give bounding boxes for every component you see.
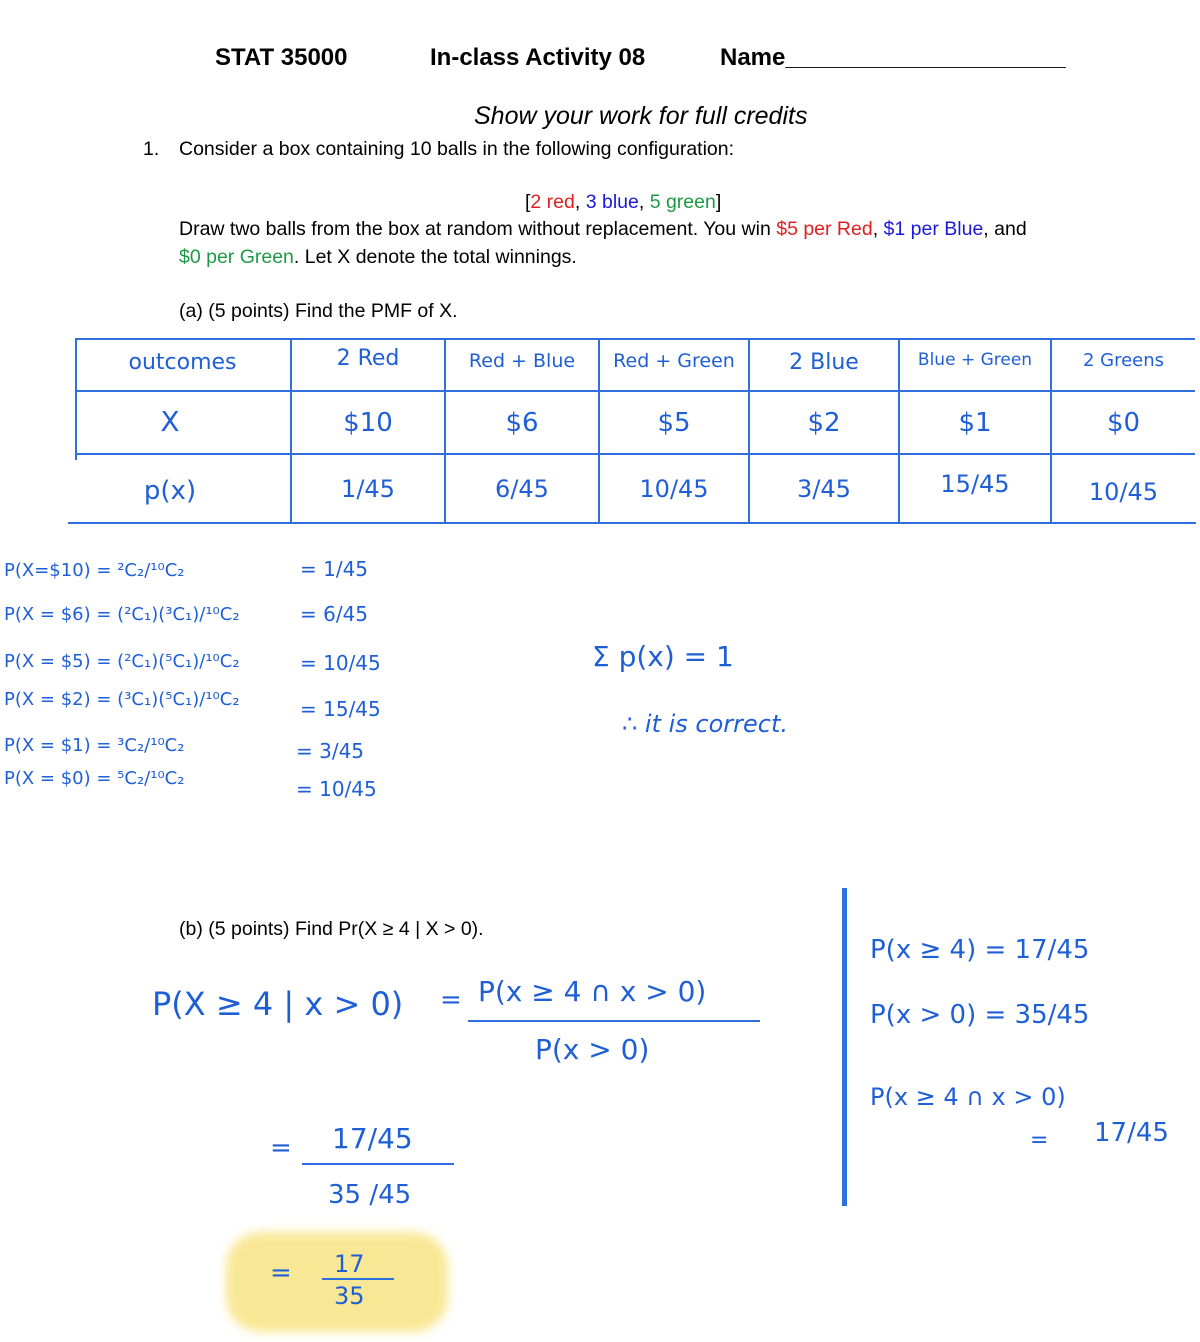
rules-text-a: Draw two balls from the box at random without replacement. You win xyxy=(179,218,777,240)
question-intro: Consider a box containing 10 balls in the following configuration: xyxy=(179,138,735,160)
sum-check: Σ p(x) = 1 xyxy=(592,640,734,673)
probability-cell: 1/45 xyxy=(341,475,395,503)
work-a-result: = 10/45 xyxy=(300,651,381,675)
name-field: Name_____________________ xyxy=(720,44,1066,71)
row-label-x: X xyxy=(160,405,180,438)
rules-blue: $1 per Blue xyxy=(883,218,984,240)
part-a-prompt: (a) (5 points) Find the PMF of X. xyxy=(179,300,458,322)
table-rule-1 xyxy=(75,390,1195,392)
work-a-line: P(X = $5) = (²C₁)(⁵C₁)/¹⁰C₂ xyxy=(4,651,240,672)
x-value-cell: $10 xyxy=(343,408,393,438)
equals-sign: = xyxy=(440,985,462,1015)
outcome-cell: Blue + Green xyxy=(917,350,1033,370)
work-a-result: = 6/45 xyxy=(300,602,369,626)
fraction-bar xyxy=(468,1020,760,1022)
table-rule-2 xyxy=(75,453,1195,455)
conditional-probability-lhs: P(X ≥ 4 | x > 0) xyxy=(152,985,404,1023)
config-blue: 3 blue xyxy=(585,191,639,213)
outcome-cell: 2 Red xyxy=(336,346,400,371)
probability-cell: 10/45 xyxy=(639,475,709,503)
x-value-cell: $6 xyxy=(505,408,539,438)
rules-line-2 xyxy=(179,246,577,269)
outcome-cell: 2 Greens xyxy=(1082,350,1165,371)
probability-cell: 3/45 xyxy=(797,475,851,503)
side-work-line-3: P(x ≥ 4 ∩ x > 0) xyxy=(870,1083,1066,1111)
side-work-divider xyxy=(842,888,847,1206)
probability-cell: 6/45 xyxy=(495,475,549,503)
work-a-line: P(X = $6) = (²C₁)(³C₁)/¹⁰C₂ xyxy=(4,604,240,625)
subtitle: Show your work for full credits xyxy=(474,102,808,130)
work-a-result: = 10/45 xyxy=(296,777,377,801)
config-red: 2 red xyxy=(530,191,575,213)
outcome-cell: 2 Blue xyxy=(789,350,859,375)
final-answer-denominator: 35 xyxy=(334,1282,365,1310)
config-green: 5 green xyxy=(649,191,716,213)
config-close: ] xyxy=(715,191,722,213)
row-label-px: p(x) xyxy=(143,476,197,506)
side-work-line-2: P(x > 0) = 35/45 xyxy=(870,1000,1090,1030)
rules-text-c: , and xyxy=(983,218,1027,240)
probability-cell: 15/45 xyxy=(940,470,1010,498)
course-title: STAT 35000 xyxy=(215,44,348,71)
ball-configuration xyxy=(525,191,721,214)
table-bottom-rule xyxy=(68,522,1196,524)
activity-title: In-class Activity 08 xyxy=(430,44,646,71)
work-a-line: P(X = $1) = ³C₂/¹⁰C₂ xyxy=(4,735,185,756)
sum-conclusion: ∴ it is correct. xyxy=(622,710,789,738)
final-answer-fraction-bar xyxy=(322,1278,394,1280)
config-sep2: , xyxy=(638,191,650,213)
rules-text-rest: . Let X denote the total winnings. xyxy=(293,246,577,268)
side-work-line-1: P(x ≥ 4) = 17/45 xyxy=(870,935,1090,965)
final-answer-numerator: 17 xyxy=(334,1250,365,1278)
work-a-line: P(X = $0) = ⁵C₂/¹⁰C₂ xyxy=(4,768,185,789)
fraction-denominator: P(x > 0) xyxy=(535,1033,650,1066)
x-value-cell: $1 xyxy=(958,408,992,438)
outcome-cell: Red + Blue xyxy=(468,350,576,372)
step-2-fraction-bar xyxy=(302,1163,454,1165)
rules-text-b: , xyxy=(872,218,884,240)
equals-sign: = xyxy=(270,1133,292,1163)
work-a-line: P(X = $2) = (³C₁)(⁵C₁)/¹⁰C₂ xyxy=(4,689,240,710)
outcome-cell: Red + Green xyxy=(613,350,735,372)
fraction-numerator: P(x ≥ 4 ∩ x > 0) xyxy=(478,975,707,1008)
work-a-line: P(X=$10) = ²C₂/¹⁰C₂ xyxy=(4,560,185,581)
x-value-cell: $0 xyxy=(1106,408,1141,438)
step-2-denominator: 35 /45 xyxy=(328,1180,412,1210)
x-value-cell: $5 xyxy=(657,408,691,438)
row-label-outcomes: outcomes xyxy=(128,350,237,375)
side-work-equals: = xyxy=(1030,1128,1049,1153)
rules-green: $0 per Green xyxy=(179,246,294,268)
step-2-numerator: 17/45 xyxy=(332,1122,413,1155)
equals-sign: = xyxy=(270,1258,292,1288)
part-b-prompt: (b) (5 points) Find Pr(X ≥ 4 | X > 0). xyxy=(179,918,484,940)
rules-line-1 xyxy=(179,218,1027,241)
side-work-result: 17/45 xyxy=(1094,1118,1169,1148)
table-top-rule xyxy=(75,338,1195,340)
work-a-result: = 15/45 xyxy=(300,697,381,721)
config-open: [ xyxy=(525,191,531,213)
x-value-cell: $2 xyxy=(807,408,841,438)
work-a-result: = 3/45 xyxy=(296,739,365,763)
rules-red: $5 per Red xyxy=(776,218,873,240)
work-a-result: = 1/45 xyxy=(300,557,369,581)
question-number: 1. xyxy=(143,138,160,160)
probability-cell: 10/45 xyxy=(1088,478,1159,506)
table-left-rule xyxy=(75,338,77,460)
config-sep1: , xyxy=(574,191,586,213)
